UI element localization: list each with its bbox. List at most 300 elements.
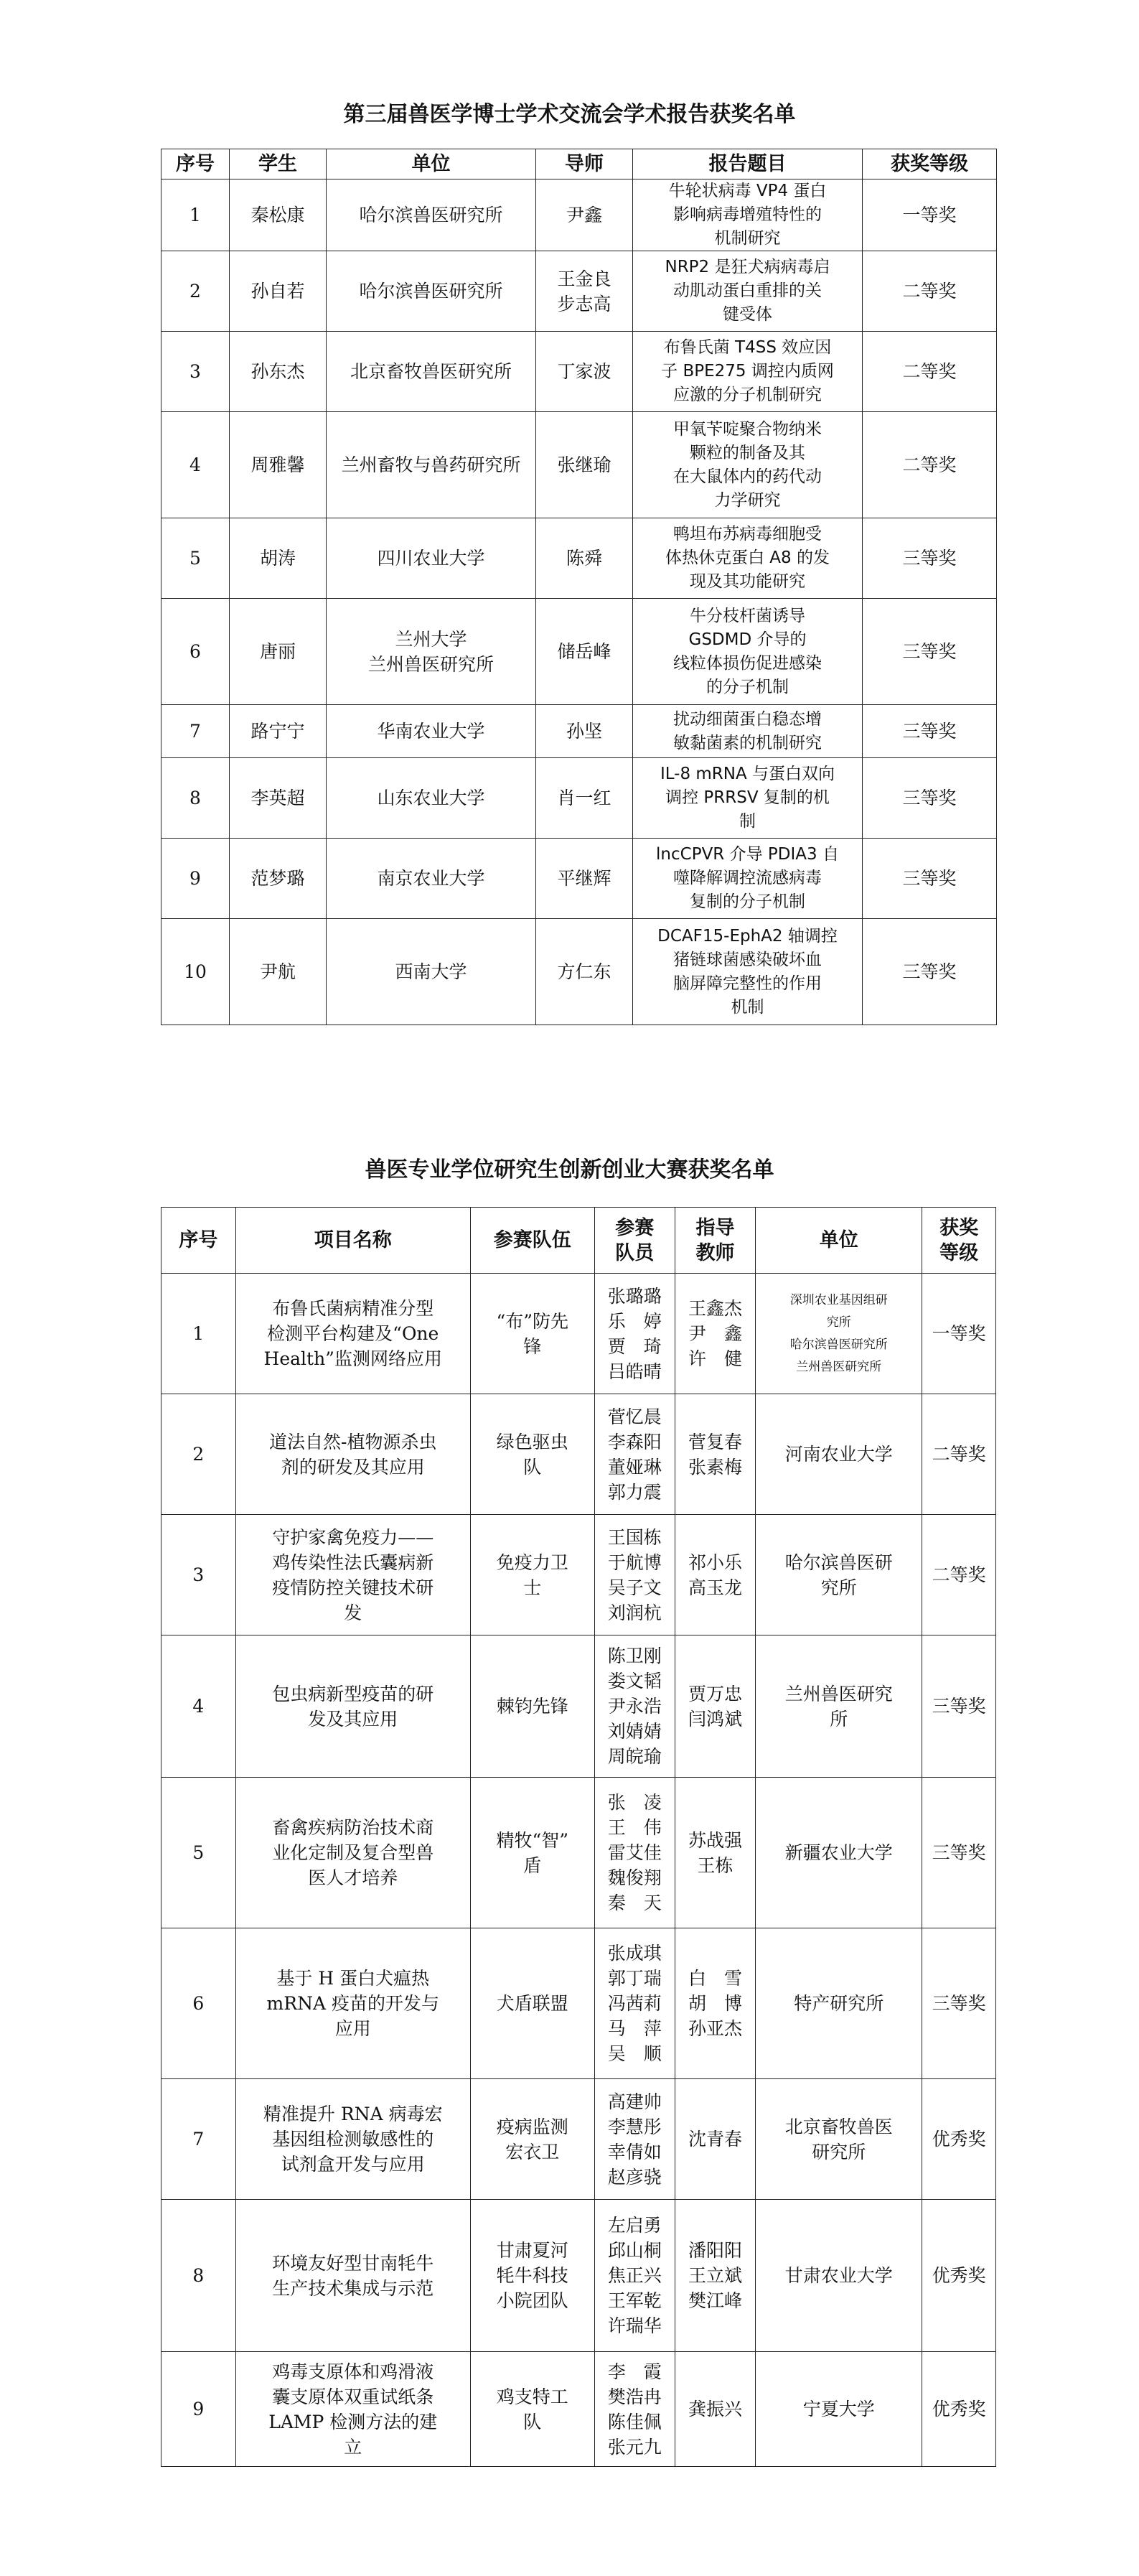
project-name xyxy=(235,2352,470,2467)
student-name: 秦松康 xyxy=(230,179,327,251)
competition-award-table xyxy=(161,1207,996,2467)
table-row xyxy=(161,919,997,1025)
team-name-line: 免疫力卫 xyxy=(496,1551,568,1573)
row-number: 4 xyxy=(161,1635,236,1778)
advisor-teachers-line: 闫鸿斌 xyxy=(688,1708,743,1730)
topic-cell xyxy=(633,705,863,758)
award-level: 三等奖 xyxy=(863,919,997,1025)
student-name: 孙自若 xyxy=(230,251,327,332)
topic-cell-line: 在大鼠体内的药代动 xyxy=(673,467,822,486)
report-award-table xyxy=(161,149,997,1025)
row-number: 8 xyxy=(161,2200,236,2352)
team-members-line: 冯茜莉 xyxy=(607,1993,662,2014)
team-name-line: 鸡支特工 xyxy=(496,2386,568,2407)
project-name-line: 鸡毒支原体和鸡滑液 xyxy=(272,2361,434,2382)
topic-cell-line: 键受体 xyxy=(723,305,772,324)
team-members xyxy=(594,1274,675,1394)
row-number: 6 xyxy=(161,599,230,705)
header-cell-line: 参赛队伍 xyxy=(493,1229,571,1251)
team-name xyxy=(470,1928,594,2079)
award-level: 三等奖 xyxy=(863,518,997,599)
project-name-line: 畜禽疾病防治技术商 xyxy=(272,1817,434,1838)
advisor-cell-line: 肖一红 xyxy=(557,788,611,808)
project-name-line: 检测平台构建及“One xyxy=(267,1323,439,1344)
unit-cell-line: 所 xyxy=(830,1708,848,1730)
advisor-teachers-line: 沈青春 xyxy=(688,2129,743,2150)
header-cell: 报告题目 xyxy=(633,149,863,179)
table-row xyxy=(161,758,997,839)
topic-cell-line: 颗粒的制备及其 xyxy=(690,443,805,462)
team-members-line: 张元九 xyxy=(607,2436,662,2458)
advisor-teachers-line: 龚振兴 xyxy=(688,2399,743,2419)
row-number: 8 xyxy=(161,758,230,839)
topic-cell xyxy=(633,599,863,705)
team-members-line: 吴子文 xyxy=(607,1577,662,1598)
row-number: 2 xyxy=(161,1394,236,1515)
team-members-line: 吴 顺 xyxy=(607,2043,662,2064)
team-members-line: 李慧彤 xyxy=(607,2116,662,2137)
advisor-cell xyxy=(536,758,633,839)
project-name-line: 业化定制及复合型兽 xyxy=(272,1842,434,1863)
team-members-line: 陈佳佩 xyxy=(607,2411,662,2432)
award-level: 三等奖 xyxy=(863,758,997,839)
team-members-line: 李 霞 xyxy=(607,2361,662,2382)
topic-cell-line: 扰动细菌蛋白稳态增 xyxy=(673,709,822,729)
student-name: 尹航 xyxy=(230,919,327,1025)
advisor-cell-line: 王金良 xyxy=(557,268,611,289)
unit-cell xyxy=(756,1515,922,1635)
advisor-teachers-line: 王栋 xyxy=(697,1854,733,1876)
team-members-line: 许瑞华 xyxy=(607,2315,662,2336)
award-level: 三等奖 xyxy=(922,1778,996,1928)
topic-cell-line: GSDMD 介导的 xyxy=(688,630,807,649)
header-cell-line: 队员 xyxy=(615,1241,655,1264)
unit-cell-line: 哈尔滨兽医研究所 xyxy=(359,281,503,302)
award-level: 优秀奖 xyxy=(922,2200,996,2352)
project-name xyxy=(235,2200,470,2352)
team-name-line: 绿色驱虫 xyxy=(496,1431,568,1452)
topic-cell-line: NRP2 是狂犬病病毒启 xyxy=(665,258,830,276)
topic-cell-line: 鸭坦布苏病毒细胞受 xyxy=(673,525,822,543)
project-name-line: 基因组检测敏感性的 xyxy=(272,2129,434,2150)
topic-cell-line: 猪链球菌感染破坏血 xyxy=(673,950,822,969)
header-cell: 序号 xyxy=(161,149,230,179)
team-members-line: 于航博 xyxy=(607,1551,662,1573)
header-cell: 获奖等级 xyxy=(863,149,997,179)
row-number: 3 xyxy=(161,332,230,412)
student-name: 胡涛 xyxy=(230,518,327,599)
topic-cell-line: 线粒体损伤促进感染 xyxy=(673,653,822,673)
table-row xyxy=(161,412,997,518)
advisor-teachers-line: 潘阳阳 xyxy=(688,2240,743,2261)
team-members-line: 左启勇 xyxy=(607,2215,662,2236)
topic-cell-line: 应激的分子机制研究 xyxy=(673,386,822,404)
advisor-cell xyxy=(536,332,633,412)
team-members-line: 樊浩冉 xyxy=(607,2386,662,2407)
table-row xyxy=(161,1635,996,1778)
team-name-line: 牦牛科技 xyxy=(496,2265,568,2286)
team-name-line: 疫病监测 xyxy=(496,2116,568,2137)
topic-cell-line: 敏黏菌素的机制研究 xyxy=(673,733,822,752)
unit-cell xyxy=(327,412,536,518)
header-cell-line: 参赛 xyxy=(615,1216,655,1239)
award-level: 三等奖 xyxy=(863,839,997,919)
project-name-line: 道法自然-植物源杀虫 xyxy=(269,1431,437,1452)
team-members-line: 魏俊翔 xyxy=(607,1867,662,1888)
unit-cell-line: 甘肃农业大学 xyxy=(784,2265,893,2286)
row-number: 1 xyxy=(161,1274,236,1394)
unit-cell xyxy=(327,599,536,705)
advisor-teachers-line: 王立斌 xyxy=(688,2265,743,2286)
header-cell: 单位 xyxy=(327,149,536,179)
team-name-line: 队 xyxy=(523,2411,542,2432)
unit-cell-line: 兰州兽医研究 xyxy=(784,1683,893,1704)
project-name xyxy=(235,1635,470,1778)
team-members-line: 郭丁瑞 xyxy=(607,1968,662,1989)
table1-title: 第三届兽医学博士学术交流会学术报告获奖名单 xyxy=(343,102,796,127)
project-name-line: 立 xyxy=(344,2436,362,2458)
advisor-cell-line: 陈舜 xyxy=(566,548,602,569)
team-members-line: 李森阳 xyxy=(607,1431,662,1452)
team-name-line: 宏衣卫 xyxy=(505,2141,560,2162)
topic-cell-line: IL-8 mRNA 与蛋白双向 xyxy=(660,765,835,783)
award-level: 优秀奖 xyxy=(922,2352,996,2467)
unit-cell-line: 北京畜牧兽医 xyxy=(784,2116,893,2137)
student-name: 唐丽 xyxy=(230,599,327,705)
table-row xyxy=(161,599,997,705)
header-cell-line: 获奖 xyxy=(939,1216,979,1239)
award-level: 三等奖 xyxy=(922,1928,996,2079)
advisor-teachers xyxy=(675,2079,755,2200)
header-cell xyxy=(675,1208,755,1274)
header-cell-line: 教师 xyxy=(695,1241,735,1264)
project-name xyxy=(235,1515,470,1635)
student-name: 周雅馨 xyxy=(230,412,327,518)
advisor-teachers-line: 菅复春 xyxy=(688,1431,743,1452)
advisor-cell-line: 尹鑫 xyxy=(566,205,602,225)
topic-cell xyxy=(633,758,863,839)
team-members-line: 焦正兴 xyxy=(607,2265,662,2286)
team-name xyxy=(470,1394,594,1515)
project-name-line: 守护家禽免疫力—— xyxy=(272,1526,434,1548)
award-level: 二等奖 xyxy=(863,332,997,412)
header-cell xyxy=(756,1208,922,1274)
project-name-line: Health”监测网络应用 xyxy=(263,1348,442,1369)
team-members xyxy=(594,1778,675,1928)
advisor-teachers xyxy=(675,1635,755,1778)
team-members-line: 幸倩如 xyxy=(607,2141,662,2162)
team-name xyxy=(470,2200,594,2352)
row-number: 10 xyxy=(161,919,230,1025)
table-row xyxy=(161,2079,996,2200)
award-level: 优秀奖 xyxy=(922,2079,996,2200)
team-members-line: 刘婧婧 xyxy=(607,1721,662,1742)
project-name-line: 囊支原体双重试纸条 xyxy=(272,2386,434,2407)
topic-cell-line: 牛分枝杆菌诱导 xyxy=(690,606,805,625)
advisor-teachers-line: 白 雪 xyxy=(688,1968,743,1989)
header-cell xyxy=(594,1208,675,1274)
advisor-teachers-line: 王鑫杰 xyxy=(688,1298,743,1319)
topic-cell-line: 体热休克蛋白 A8 的发 xyxy=(665,549,830,567)
unit-cell-line: 哈尔滨兽医研究所 xyxy=(789,1337,888,1352)
header-cell: 学生 xyxy=(230,149,327,179)
project-name-line: 精准提升 RNA 病毒宏 xyxy=(263,2104,443,2124)
project-name xyxy=(235,1394,470,1515)
topic-cell-line: 现及其功能研究 xyxy=(690,572,805,591)
team-members-line: 周皖瑜 xyxy=(607,1746,662,1767)
table-row xyxy=(161,2352,996,2467)
row-number: 9 xyxy=(161,839,230,919)
advisor-cell-line: 丁家波 xyxy=(557,361,611,382)
header-cell-line: 序号 xyxy=(179,1229,218,1251)
unit-cell xyxy=(327,705,536,758)
header-cell xyxy=(470,1208,594,1274)
header-cell: 导师 xyxy=(536,149,633,179)
advisor-teachers-line: 孙亚杰 xyxy=(688,2018,743,2039)
award-level: 二等奖 xyxy=(863,412,997,518)
team-members-line: 张 凌 xyxy=(607,1792,662,1813)
unit-cell-line: 兰州兽医研究所 xyxy=(367,653,494,675)
advisor-cell-line: 储岳峰 xyxy=(557,641,611,662)
project-name-line: 发及其应用 xyxy=(308,1708,398,1730)
unit-cell xyxy=(327,839,536,919)
advisor-teachers-line: 樊江峰 xyxy=(688,2290,743,2311)
topic-cell xyxy=(633,518,863,599)
team-name xyxy=(470,2352,594,2467)
unit-cell-line: 特产研究所 xyxy=(794,1993,884,2014)
team-name-line: 队 xyxy=(523,1456,542,1478)
unit-cell xyxy=(327,179,536,251)
row-number: 5 xyxy=(161,518,230,599)
advisor-teachers xyxy=(675,1274,755,1394)
team-members xyxy=(594,1394,675,1515)
topic-cell xyxy=(633,412,863,518)
table-row xyxy=(161,518,997,599)
header-cell xyxy=(235,1208,470,1274)
unit-cell-line: 河南农业大学 xyxy=(784,1444,893,1465)
team-members xyxy=(594,2079,675,2200)
unit-cell-line: 哈尔滨兽医研究所 xyxy=(359,205,503,225)
header-cell xyxy=(922,1208,996,1274)
student-name: 范梦璐 xyxy=(230,839,327,919)
row-number: 6 xyxy=(161,1928,236,2079)
topic-cell-line: 复制的分子机制 xyxy=(690,892,805,911)
project-name-line: 医人才培养 xyxy=(308,1867,398,1888)
unit-cell xyxy=(756,2352,922,2467)
award-level: 三等奖 xyxy=(863,705,997,758)
student-name: 路宁宁 xyxy=(230,705,327,758)
advisor-teachers xyxy=(675,2200,755,2352)
topic-cell-line: 的分子机制 xyxy=(706,677,789,696)
topic-cell xyxy=(633,179,863,251)
team-name xyxy=(470,1274,594,1394)
row-number: 4 xyxy=(161,412,230,518)
award-level: 三等奖 xyxy=(922,1635,996,1778)
project-name-line: 鸡传染性法氏囊病新 xyxy=(272,1551,434,1573)
unit-cell-line: 究所 xyxy=(820,1577,857,1598)
advisor-cell xyxy=(536,518,633,599)
header-cell-line: 单位 xyxy=(819,1229,858,1251)
row-number: 7 xyxy=(161,705,230,758)
team-members xyxy=(594,2200,675,2352)
advisor-cell xyxy=(536,839,633,919)
table-row xyxy=(161,1394,996,1515)
unit-cell-line: 兰州大学 xyxy=(395,628,467,650)
team-name-line: 甘肃夏河 xyxy=(496,2240,568,2261)
advisor-cell-line: 平继辉 xyxy=(557,868,611,889)
advisor-teachers xyxy=(675,2352,755,2467)
team-members-line: 贾 琦 xyxy=(607,1335,662,1357)
project-name-line: 环境友好型甘南牦牛 xyxy=(272,2252,434,2274)
team-name-line: “布”防先 xyxy=(496,1310,568,1332)
unit-cell xyxy=(756,1635,922,1778)
project-name xyxy=(235,1274,470,1394)
project-name-line: 应用 xyxy=(334,2018,371,2039)
topic-cell-line: 噬降解调控流感病毒 xyxy=(673,869,822,887)
topic-cell-line: 动肌动蛋白重排的关 xyxy=(673,281,822,300)
team-members-line: 陈卫刚 xyxy=(607,1646,662,1666)
unit-cell-line: 研究所 xyxy=(812,2141,866,2162)
project-name-line: mRNA 疫苗的开发与 xyxy=(266,1993,439,2014)
team-members-line: 邱山桐 xyxy=(607,2240,662,2261)
topic-cell-line: 制 xyxy=(739,812,756,831)
advisor-teachers-line: 贾万忠 xyxy=(688,1683,743,1704)
table2-title: 兽医专业学位研究生创新创业大赛获奖名单 xyxy=(365,1157,774,1182)
project-name-line: 疫情防控关键技术研 xyxy=(272,1577,434,1598)
unit-cell-line: 兰州兽医研究所 xyxy=(796,1359,882,1374)
table-row xyxy=(161,251,997,332)
table-row xyxy=(161,1928,996,2079)
team-members-line: 雷艾佳 xyxy=(607,1842,662,1863)
header-cell xyxy=(161,1208,236,1274)
header-cell-line: 等级 xyxy=(939,1241,979,1264)
team-members xyxy=(594,1928,675,2079)
topic-cell xyxy=(633,332,863,412)
row-number: 1 xyxy=(161,179,230,251)
unit-cell xyxy=(327,332,536,412)
team-members xyxy=(594,1635,675,1778)
unit-cell xyxy=(756,1394,922,1515)
project-name-line: 生产技术集成与示范 xyxy=(272,2277,434,2299)
advisor-teachers-line: 尹 鑫 xyxy=(688,1323,743,1344)
unit-cell xyxy=(327,758,536,839)
unit-cell-line: 深圳农业基因组研 xyxy=(789,1292,888,1307)
row-number: 2 xyxy=(161,251,230,332)
unit-cell xyxy=(756,1778,922,1928)
team-members-line: 刘润杭 xyxy=(607,1602,662,1623)
unit-cell xyxy=(327,251,536,332)
team-name xyxy=(470,1778,594,1928)
team-members-line: 王 伟 xyxy=(607,1817,662,1838)
student-name: 李英超 xyxy=(230,758,327,839)
team-name-line: 盾 xyxy=(523,1854,542,1876)
team-members-line: 菅忆晨 xyxy=(607,1406,662,1427)
advisor-teachers-line: 高玉龙 xyxy=(688,1577,743,1598)
team-name-line: 锋 xyxy=(523,1335,542,1357)
topic-cell-line: 脑屏障完整性的作用 xyxy=(673,974,822,993)
row-number: 3 xyxy=(161,1515,236,1635)
topic-cell-line: DCAF15-EphA2 轴调控 xyxy=(657,926,838,946)
unit-cell xyxy=(327,518,536,599)
team-members-line: 张璐璐 xyxy=(607,1285,662,1307)
project-name xyxy=(235,1778,470,1928)
table-row xyxy=(161,1515,996,1635)
table-row xyxy=(161,705,997,758)
unit-cell-line: 北京畜牧兽医研究所 xyxy=(350,361,512,382)
award-level: 一等奖 xyxy=(863,179,997,251)
table-row xyxy=(161,179,997,251)
row-number: 7 xyxy=(161,2079,236,2200)
topic-cell xyxy=(633,839,863,919)
award-level: 一等奖 xyxy=(922,1274,996,1394)
team-name xyxy=(470,2079,594,2200)
advisor-cell xyxy=(536,599,633,705)
header-cell-line: 指导 xyxy=(695,1216,735,1239)
advisor-cell xyxy=(536,705,633,758)
unit-cell xyxy=(756,2200,922,2352)
project-name xyxy=(235,2079,470,2200)
project-name-line: 包虫病新型疫苗的研 xyxy=(272,1683,434,1704)
table-row xyxy=(161,2200,996,2352)
student-name: 孙东杰 xyxy=(230,332,327,412)
topic-cell-line: 布鲁氏菌 T4SS 效应因 xyxy=(663,338,832,357)
advisor-teachers-line: 张素梅 xyxy=(688,1456,743,1478)
topic-cell-line: 机制 xyxy=(731,997,764,1017)
team-members-line: 王国栋 xyxy=(607,1526,662,1548)
team-members-line: 郭力震 xyxy=(607,1481,662,1503)
team-members xyxy=(594,2352,675,2467)
advisor-teachers-line: 苏战强 xyxy=(688,1829,743,1851)
award-level: 二等奖 xyxy=(863,251,997,332)
team-members xyxy=(594,1515,675,1635)
unit-cell-line: 山东农业大学 xyxy=(377,788,485,808)
team-members-line: 马 萍 xyxy=(607,2018,662,2039)
team-members-line: 乐 婷 xyxy=(607,1310,662,1332)
advisor-cell xyxy=(536,412,633,518)
team-members-line: 王军乾 xyxy=(607,2290,662,2311)
topic-cell-line: 牛轮状病毒 VP4 蛋白 xyxy=(668,182,827,200)
table-row xyxy=(161,839,997,919)
advisor-teachers-line: 祁小乐 xyxy=(688,1551,743,1573)
unit-cell-line: 南京农业大学 xyxy=(377,868,485,889)
advisor-teachers xyxy=(675,1394,755,1515)
project-name-line: 基于 H 蛋白犬瘟热 xyxy=(276,1968,430,1989)
header-cell-line: 项目名称 xyxy=(314,1229,392,1251)
advisor-cell xyxy=(536,919,633,1025)
table-row xyxy=(161,332,997,412)
team-name-line: 棘钧先锋 xyxy=(496,1696,568,1717)
team-members-line: 秦 天 xyxy=(607,1893,662,1913)
team-name-line: 士 xyxy=(523,1577,542,1598)
project-name xyxy=(235,1928,470,2079)
team-name xyxy=(470,1635,594,1778)
unit-cell xyxy=(756,1274,922,1394)
team-name-line: 犬盾联盟 xyxy=(496,1993,568,2014)
unit-cell xyxy=(756,2079,922,2200)
advisor-cell xyxy=(536,251,633,332)
team-members-line: 娄文韬 xyxy=(607,1671,662,1691)
project-name-line: 发 xyxy=(344,1602,362,1623)
unit-cell-line: 兰州畜牧与兽药研究所 xyxy=(341,454,521,475)
unit-cell-line: 新疆农业大学 xyxy=(784,1842,893,1863)
team-name-line: 小院团队 xyxy=(496,2290,568,2311)
award-level: 二等奖 xyxy=(922,1515,996,1635)
team-members-line: 赵彦骁 xyxy=(607,2166,662,2188)
team-name-line: 精牧“智” xyxy=(496,1829,568,1851)
unit-cell-line: 哈尔滨兽医研 xyxy=(784,1551,893,1573)
unit-cell-line: 究所 xyxy=(826,1315,851,1330)
award-level: 三等奖 xyxy=(863,599,997,705)
